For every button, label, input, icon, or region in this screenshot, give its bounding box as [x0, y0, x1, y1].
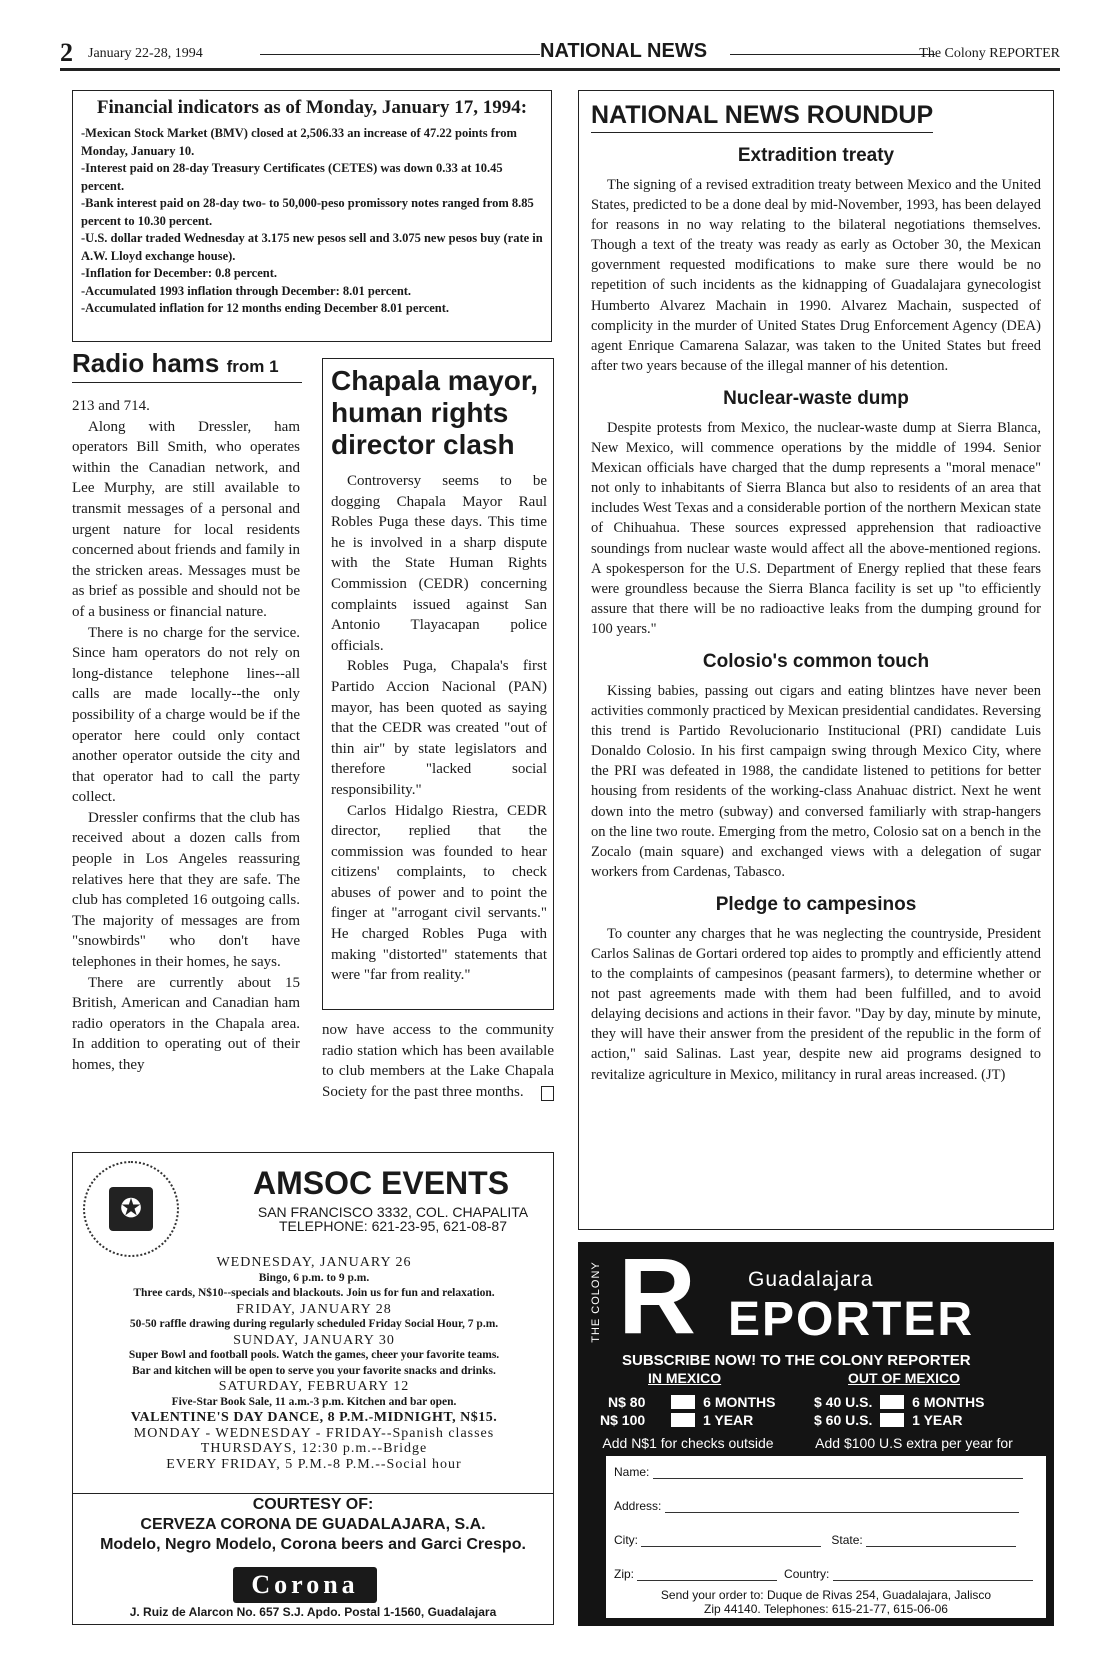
financial-item: -Inflation for December: 0.8 percent.: [81, 266, 278, 280]
event-detail: Bar and kitchen will be open to serve you your favorite snacks and drinks.: [132, 1364, 496, 1377]
radio-hams-continuation: [322, 1020, 554, 1102]
header-rule: [60, 68, 1060, 71]
country-label: Country:: [784, 1567, 830, 1581]
sponsor-address: J. Ruiz de Alarcon No. 657 S.J. Apdo. Postal 1-1560, Guadalajara: [129, 1605, 497, 1619]
header-divider: [260, 54, 540, 55]
state-label: State:: [831, 1533, 863, 1547]
financial-item: -Accumulated 1993 inflation through December: 8.01 percent.: [81, 283, 412, 298]
chapala-article-box: [322, 358, 554, 1010]
price-value: $ 40 U.S.: [814, 1394, 873, 1410]
corona-logo: Corona: [233, 1567, 377, 1603]
society-seal-icon: ✪: [83, 1161, 179, 1257]
name-label: Name:: [614, 1465, 650, 1479]
amsoc-title: AMSOC EVENTS: [253, 1165, 510, 1201]
article-paragraph: 213 and 714.: [72, 398, 150, 414]
mx-six-month-option: [608, 1394, 775, 1410]
out-of-mexico-label: OUT OF MEXICO: [848, 1370, 960, 1386]
us-six-month-option: [814, 1394, 985, 1410]
event-detail: Three cards, N$10--specials and blackouts. Join us for fun and relaxation.: [133, 1287, 495, 1299]
article-paragraph: There is no charge for the service. Since ham operators do not rely on long-distance telephone lines--all calls are made locally--the only possibility of a charge would be if the operator here could only contact another operator outside the city and that operator had to call the party collect.: [72, 624, 300, 806]
address-field[interactable]: [665, 1498, 1019, 1513]
subscription-ad: [578, 1235, 1054, 1626]
story-text: The signing of a revised extradition treaty between Mexico and the United States, predicted to be a done deal by mid-November, 1993, has been delayed for reasons in no way relating to the bilateral negotiations themselves. Though a text of the treaty was ready as early as October 30, the Mexican government requested modifications to make sure there would be no repetition of such incidents as the kidnapping of Guadalajara gynecologist Humberto Alvarez Machain in 1990. Alvarez Machain, suspected of complicity in the murder of United States Drug Enforcement Agency (DEA) agent Enrique Camarena Salazar, was taken to the United States but freed after two years because of the illegal manner of his detention.: [591, 177, 1041, 374]
us-one-year-option: [814, 1412, 962, 1428]
section-title: NATIONAL NEWS: [540, 40, 708, 62]
story-headline: Extradition treaty: [737, 145, 895, 166]
financial-item: -Interest paid on 28-day Treasury Certificates (CETES) was down 0.33 at 10.45 percent.: [81, 161, 503, 193]
article-paragraph: Robles Puga, Chapala's first Partido Accion Nacional (PAN) mayor, has been quoted as saying that the CEDR was created "out of thin air" by state legislators and therefore "lacked social responsibility.": [331, 658, 547, 798]
article-paragraph: Controversy seems to be dogging Chapala Mayor Raul Robles Puga these days. This time he is involved in a sharp dispute with the State Human Rights Commission (CEDR) concerning complaints issued against San Antonio Tlayacapan police officials.: [331, 473, 547, 654]
chapala-article: [331, 471, 547, 986]
end-mark-icon: [541, 1086, 554, 1101]
country-field[interactable]: [833, 1566, 1033, 1581]
amsoc-address: SAN FRANCISCO 3332, COL. CHAPALITA: [257, 1204, 529, 1220]
financial-item: -Bank interest paid on 28-day two- to 50,000-peso promissory notes ranged from 8.85 percent to 10.30 percent.: [81, 196, 534, 228]
bridge-schedule: THURSDAYS, 12:30 p.m.--Bridge: [200, 1441, 428, 1456]
event-detail: Super Bowl and football pools. Watch the games, cheer your favorite teams.: [128, 1349, 500, 1361]
zip-label: Zip:: [614, 1567, 635, 1581]
event-day: FRIDAY, JANUARY 28: [236, 1301, 392, 1317]
courtesy-block: [73, 1495, 553, 1555]
article-paragraph: There are currently about 15 British, American and Canadian ham radio operators in the Chapala area. In addition to operating out of their homes, they: [72, 974, 300, 1073]
amsoc-address-block: [233, 1205, 553, 1233]
story-text: To counter any charges that he was neglecting the countryside, President Carlos Salinas de Gortari ordered top aides to promptly and efficiently attend to the complaints of campesinos (peasant farmers), to determine whether or not past agreements made with them had been fulfilled, and to avoid delaying decisions and actions in their favor. "Day by day, minute by minute, they will have their answer from the president of the republic in the form of action," said Salinas. Last year, despite new aid programs designed to revitalize agriculture in Mexico, militancy in rural areas increased. (JT): [591, 925, 1041, 1083]
valentine-dance: VALENTINE'S DAY DANCE, 8 P.M.-MIDNIGHT, N$15.: [130, 1410, 498, 1425]
story-headline: Pledge to campesinos: [715, 893, 917, 915]
reporter-logo-r: R: [618, 1235, 696, 1356]
price-value: $ 60 U.S.: [814, 1412, 873, 1428]
six-months-checkbox[interactable]: [671, 1395, 695, 1409]
radio-hams-article: [72, 396, 300, 1076]
send-address: Send your order to: Duque de Rivas 254, Guadalajara, Jalisco: [660, 1588, 992, 1602]
financial-title: Financial indicators as of Monday, January 17, 1994:: [96, 97, 528, 118]
radio-headline-text: Radio hams: [72, 348, 220, 378]
address-label: Address:: [614, 1499, 662, 1513]
event-day: SUNDAY, JANUARY 30: [233, 1332, 395, 1348]
financial-item: -Accumulated inflation for 12 months ending December 8.01 percent.: [81, 301, 450, 315]
header-divider: [730, 54, 935, 55]
term-label: 1 YEAR: [702, 1412, 754, 1428]
six-months-checkbox[interactable]: [880, 1395, 904, 1409]
state-field[interactable]: [866, 1532, 1016, 1547]
logo-eporter: EPORTER: [728, 1293, 975, 1346]
amsoc-events-ad: [72, 1152, 554, 1625]
price-value: N$ 80: [608, 1394, 646, 1410]
in-mexico-label: IN MEXICO: [648, 1370, 722, 1386]
story-headline: Colosio's common touch: [702, 650, 930, 672]
name-field[interactable]: [653, 1464, 1023, 1479]
amsoc-event-list: [81, 1255, 547, 1472]
roundup-title: NATIONAL NEWS ROUNDUP: [591, 101, 933, 133]
sponsor-brands: Modelo, Negro Modelo, Corona beers and Garci Crespo.: [100, 1536, 526, 1553]
zip-field[interactable]: [637, 1566, 777, 1581]
article-paragraph: Dressler confirms that the club has received about a dozen calls from people in Los Angeles reassuring relatives here that they are safe. The club has completed 16 outgoing calls. The majority of messages are from "snowbirds" who don't have telephones in their homes, he says.: [72, 809, 300, 971]
mexico-note: Add N$1 for checks outside: [602, 1435, 774, 1451]
term-label: 6 MONTHS: [703, 1394, 776, 1410]
event-day: SATURDAY, FEBRUARY 12: [218, 1379, 410, 1394]
story-text: Kissing babies, passing out cigars and eating blintzes have never been activities commonly practiced by Mexican presidential candidates. Reversing this trend is Partido Revolucionario Institucional (PRI) candidate Luis Donaldo Colosio. In his first campaign swing through Mexico City, where the PRI was defeated in 1988, the candidate listened to petitions for better housing from residents of the working-class Anahuac district. Next he went down into the metro (subway) and conversed familiarly with strap-hangers on the line two route. Emerging from the metro, Colosio sat on a bench in the Zocalo (main square) and exchanged views with a delegation of sugar workers from Cardenas, Tabasco.: [591, 682, 1041, 880]
chapala-headline: Chapala mayor, human rights director clash: [331, 365, 538, 460]
send-zip-phone: Zip 44140. Telephones: 615-21-77, 615-06-06: [704, 1602, 948, 1616]
one-year-checkbox[interactable]: [671, 1413, 695, 1427]
event-day: WEDNESDAY, JANUARY 26: [216, 1255, 412, 1270]
article-paragraph: now have access to the community radio station which has been available to club members at the Lake Chapala Society for the past three months.: [322, 1022, 554, 1100]
financial-item: -Mexican Stock Market (BMV) closed at 2,506.33 an increase of 47.22 points from Monday, January 10.: [81, 126, 517, 158]
page-header: [60, 38, 1060, 68]
article-paragraph: Carlos Hidalgo Riestra, CEDR director, replied that the commission was founded to hear citizens' complaints, to check abuses of power and to point the finger at "arrogant civil servants." He charged Robles Puga with making "distorted" statements that were "far from reality.": [331, 802, 547, 984]
article-paragraph: Along with Dressler, ham operators Bill Smith, who operates within the Canadian network, and Lee Murphy, are still available to transmit messages of a personal and urgent nature for local residents concerned about friends and family in the stricken areas. Messages must be as brief as possible and should not be of a business or financial nature.: [72, 418, 300, 620]
spanish-classes: MONDAY - WEDNESDAY - FRIDAY--Spanish classes: [133, 1425, 495, 1441]
subscribe-headline: SUBSCRIBE NOW! TO THE COLONY REPORTER: [622, 1352, 971, 1369]
courtesy-label: COURTESY OF:: [252, 1496, 374, 1513]
city-field[interactable]: [641, 1532, 821, 1547]
mx-one-year-option: [600, 1412, 753, 1428]
vertical-label: THE COLONY: [590, 1261, 602, 1343]
radio-hams-headline: [72, 348, 302, 383]
one-year-checkbox[interactable]: [880, 1413, 904, 1427]
term-label: 1 YEAR: [912, 1412, 963, 1428]
courtesy-divider: [73, 1493, 553, 1494]
logo-city: Guadalajara: [748, 1268, 874, 1291]
story-text: Despite protests from Mexico, the nuclear-waste dump at Sierra Blanca, New Mexico, will commence operations by the middle of 1994. Senior Mexican officials have charged that the dump represents a "moral menace" not only to inhabitants of Sierra Blanca but also to residents of an area that includes West Texas and a considerable portion of the northern Mexican state of Chihuahua. These sources expressed apprehension that radioactive soundings from nuclear waste would affect all the above-mentioned regions. A spokesperson for the U.S. Department of Energy replied that these fears were groundless because the Sierra Blanca facility is set up "to efficiently assure that there will be no radioactive leaks from the dumping ground for 100 years.": [591, 419, 1041, 637]
subscription-form: [606, 1456, 1046, 1618]
social-hour: EVERY FRIDAY, 5 P.M.-8 P.M.--Social hour: [166, 1456, 462, 1472]
event-detail: 50-50 raffle drawing during regularly scheduled Friday Social Hour, 7 p.m.: [129, 1318, 499, 1330]
term-label: 6 MONTHS: [912, 1394, 985, 1410]
national-news-roundup: [578, 90, 1054, 1230]
event-detail: Five-Star Book Sale, 11 a.m.-3 p.m. Kitchen and bar open.: [171, 1395, 457, 1408]
event-detail: Bingo, 6 p.m. to 9 p.m.: [258, 1271, 370, 1284]
amsoc-phone: TELEPHONE: 621-23-95, 621-08-87: [278, 1218, 507, 1234]
issue-date: January 22-28, 1994: [88, 46, 203, 61]
page-number: 2: [60, 38, 73, 67]
financial-item: -U.S. dollar traded Wednesday at 3.175 new pesos sell and 3.075 new pesos buy (rate in A.W. Lloyd exchange house).: [81, 231, 543, 263]
publication-name: The Colony REPORTER: [919, 46, 1060, 61]
financial-indicators-box: [72, 90, 552, 342]
city-label: City:: [614, 1533, 638, 1547]
radio-jump-label: from 1: [226, 357, 279, 376]
sponsor-name: CERVEZA CORONA DE GUADALAJARA, S.A.: [140, 1516, 486, 1533]
price-value: N$ 100: [600, 1412, 646, 1428]
send-order-info: [606, 1588, 1046, 1616]
story-headline: Nuclear-waste dump: [723, 387, 909, 409]
airmail-note: Add $100 U.S extra per year for: [815, 1435, 1013, 1451]
